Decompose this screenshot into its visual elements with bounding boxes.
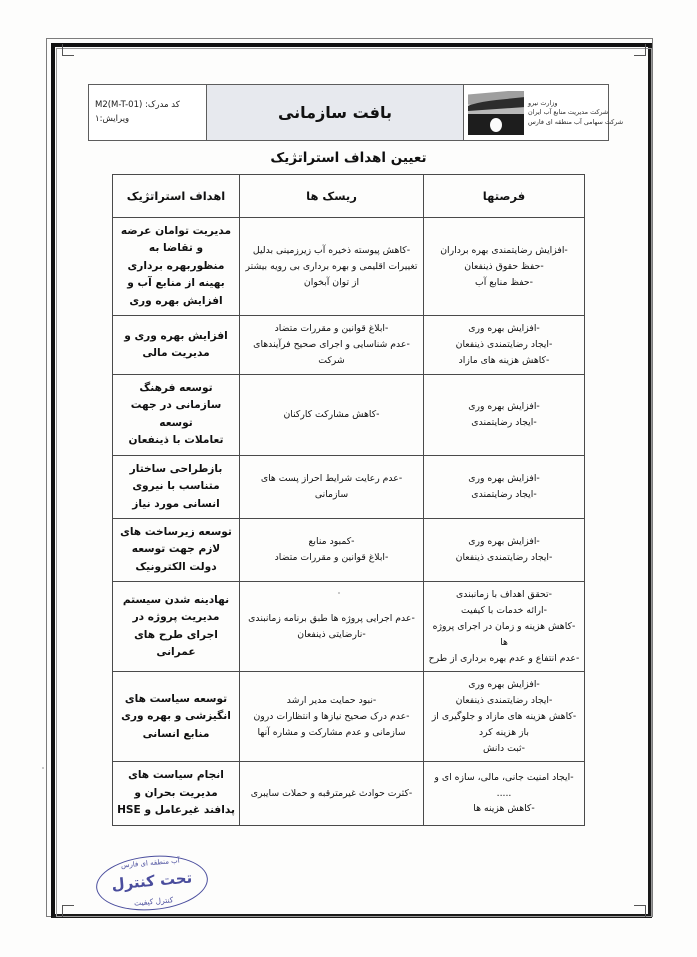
cell-opportunities-line: -افزایش بهره وری	[468, 323, 540, 335]
cell-opportunities-line: -کاهش هزینه ها	[473, 803, 535, 815]
cell-goal-line: دولت الکترونیک	[135, 560, 217, 573]
cell-goal-line: توسعه فرهنگ سازمانی در جهت توسعه	[130, 381, 222, 429]
cell-risks-line: -عدم درک صحیح نیازها و انتظارات درون	[253, 711, 410, 722]
document-header	[88, 84, 624, 141]
cell-risks-line: -نبود حمایت مدیر ارشد	[286, 695, 377, 707]
cell-risks-line: -کثرت حوادث غیرمترقبه و حملات سایبری	[250, 787, 413, 799]
cell-goal	[113, 519, 240, 582]
cell-goal-line: افزایش بهره وری	[129, 294, 223, 307]
cell-opportunities-line: -کاهش هزینه و زمان در اجرای پروژه ها	[432, 621, 576, 648]
logo-line-3: شرکت سهامی آب منطقه ای فارس	[528, 117, 624, 126]
cell-goal	[113, 455, 240, 518]
frame-corner-bottom-right	[634, 905, 646, 917]
cell-risks-line: سازمانی و عدم مشارکت و مشاره آنها	[257, 726, 406, 738]
strategic-goals-table	[112, 174, 585, 826]
table-header-row	[113, 175, 585, 218]
cell-opportunities-line: -افزایش بهره وری	[468, 536, 540, 548]
frame-corner-top-left	[62, 44, 74, 56]
scan-artifact	[42, 767, 44, 769]
table-row	[113, 672, 585, 762]
column-header-opportunities: فرصتها	[424, 175, 585, 218]
cell-risks	[240, 762, 424, 825]
cell-risks	[240, 218, 424, 316]
scan-artifact	[338, 592, 340, 594]
stamp-arc-text: آب منطقه ای فارس	[120, 856, 180, 870]
cell-opportunities-line: -عدم انتفاع و عدم بهره برداری از طرح	[428, 652, 580, 664]
logo-line-1: وزارت نیرو	[528, 98, 558, 107]
column-header-risks: ریسک ها	[240, 175, 424, 218]
cell-goal-line: بازطراحی ساختار متناسب با نیروی	[129, 462, 223, 493]
cell-opportunities	[424, 218, 585, 316]
cell-opportunities-line: -افزایش رضایتمندی بهره برداران	[440, 244, 568, 256]
logo-line-2: شرکت مدیریت منابع آب ایران	[528, 108, 609, 117]
frame-corner-bottom-left	[62, 905, 74, 917]
cell-risks-line: -کاهش پیوسته ذخیره آب زیرزمینی بدلیل	[252, 244, 411, 256]
cell-opportunities-line: -ایجاد رضایتمندی	[471, 416, 537, 428]
cell-opportunities	[424, 762, 585, 825]
table-row	[113, 374, 585, 455]
cell-goal	[113, 582, 240, 672]
cell-opportunities-line: -حفظ منابع آب	[474, 276, 534, 288]
organization-logo-text	[528, 99, 623, 127]
table-row	[113, 762, 585, 825]
cell-goal-line: پدافند غیرعامل و HSE	[117, 804, 235, 817]
cell-opportunities-line: -ایجاد امنیت جانی، مالی، سازه ای و .....	[434, 771, 574, 799]
cell-goal-line: منظوربهره برداری بهینه از منابع آب و	[127, 259, 225, 290]
cell-opportunities-line: -ایجاد رضایتمندی	[471, 488, 537, 500]
cell-goal-line: انجام سیاست های مدیریت بحران و	[128, 769, 224, 799]
document-code-cell	[89, 85, 207, 140]
cell-risks-line: شرکت	[318, 354, 345, 366]
cell-opportunities	[424, 316, 585, 374]
cell-risks-line: -کاهش مشارکت کارکنان	[283, 408, 380, 420]
cell-goal-line: نهادینه شدن سیستم مدیریت پروژه در	[122, 593, 230, 624]
section-title: تعیین اهداف استراتژیک	[270, 150, 427, 166]
table-body	[113, 218, 585, 826]
cell-goal	[113, 672, 240, 762]
cell-opportunities	[424, 374, 585, 455]
cell-goal	[113, 374, 240, 455]
frame-corner-top-right	[634, 44, 646, 56]
page-title: بافت سازمانی	[277, 103, 393, 122]
table-row	[113, 582, 585, 672]
cell-goal-line: انسانی مورد نیاز	[132, 497, 220, 510]
cell-opportunities-line: -ایجاد رضایتمندی ذینفعان	[455, 339, 553, 351]
cell-goal-line: اجرای طرح های عمرانی	[134, 628, 218, 659]
cell-opportunities-line: -افزایش بهره وری	[468, 400, 540, 412]
cell-opportunities-line: -تحقق اهداف با زمانبندی	[456, 589, 552, 601]
cell-risks-line: -عدم رعایت شرایط احراز پست های سازمانی	[260, 473, 403, 500]
table-row	[113, 316, 585, 374]
stamp-sub-text: کنترل کیفیت	[133, 895, 174, 908]
cell-risks-line: -نارضایتی ذینفعان	[297, 628, 366, 640]
cell-goal-line: توسعه زیرساخت های لازم جهت توسعه	[120, 526, 232, 556]
cell-risks	[240, 316, 424, 374]
cell-risks-line: -ابلاغ قوانین و مقررات متضاد	[274, 552, 389, 564]
cell-risks-line: تغییرات اقلیمی و بهره برداری بی رویه بیشتر	[245, 260, 418, 272]
document-revision: ویرایش:۱	[95, 113, 130, 124]
cell-risks	[240, 672, 424, 762]
document-code: کد مدرک: (M2(M-T-01	[95, 100, 180, 111]
cell-goal-line: منابع انسانی	[142, 727, 210, 740]
cell-opportunities-line: -ایجاد رضایتمندی ذینفعان	[455, 552, 553, 564]
cell-risks-line: -ابلاغ قوانین و مقررات متضاد	[274, 323, 389, 335]
organization-logo-cell	[464, 85, 624, 140]
cell-goal-line: افزایش بهره وری و مدیریت مالی	[124, 329, 228, 360]
cell-opportunities-line: -کاهش هزینه های مازاد و جلوگیری از	[431, 711, 577, 722]
cell-opportunities	[424, 672, 585, 762]
cell-risks	[240, 455, 424, 518]
cell-risks-line: -عدم شناسایی و اجرای صحیح فرآیندهای	[253, 339, 410, 351]
cell-opportunities-line: -ایجاد رضایتمندی ذینفعان	[455, 695, 553, 707]
cell-opportunities-line: -کاهش هزینه های مازاد	[458, 354, 550, 366]
cell-risks	[240, 519, 424, 582]
cell-opportunities	[424, 582, 585, 672]
cell-risks-line: از توان آبخوان	[303, 276, 360, 288]
cell-risks-line: -کمبود منابع	[308, 536, 355, 548]
cell-goal-line: تعاملات با ذینفعان	[128, 434, 224, 447]
cell-goal	[113, 762, 240, 825]
cell-opportunities-line: -افزایش بهره وری	[468, 473, 540, 485]
document-title-cell	[207, 85, 464, 140]
stamp-main-text: تحت کنترل	[110, 868, 193, 894]
cell-risks	[240, 374, 424, 455]
cell-goal	[113, 316, 240, 374]
cell-risks	[240, 582, 424, 672]
table-row	[113, 455, 585, 518]
column-header-goals: اهداف استراتژیک	[113, 175, 240, 218]
table-row	[113, 218, 585, 316]
cell-goal-line: توسعه سیاست های انگیزشی و بهره وری	[121, 692, 231, 723]
cell-opportunities-line: باز هزینه کرد	[479, 726, 529, 738]
cell-opportunities-line: -حفظ حقوق ذینفعان	[464, 260, 544, 272]
cell-goal-line: مدیریت توامان عرضه و تقاضا به	[120, 225, 232, 255]
cell-opportunities-line: -افزایش بهره وری	[468, 679, 540, 691]
cell-opportunities-line: -ثبت دانش	[483, 742, 525, 754]
water-wave-logo-icon	[468, 91, 524, 135]
cell-opportunities	[424, 519, 585, 582]
table-row	[113, 519, 585, 582]
cell-opportunities-line: -ارائه خدمات با کیفیت	[461, 605, 547, 617]
cell-goal	[113, 218, 240, 316]
cell-opportunities	[424, 455, 585, 518]
cell-risks-line: -عدم اجرایی پروژه ها طبق برنامه زمانبندی	[248, 613, 415, 625]
